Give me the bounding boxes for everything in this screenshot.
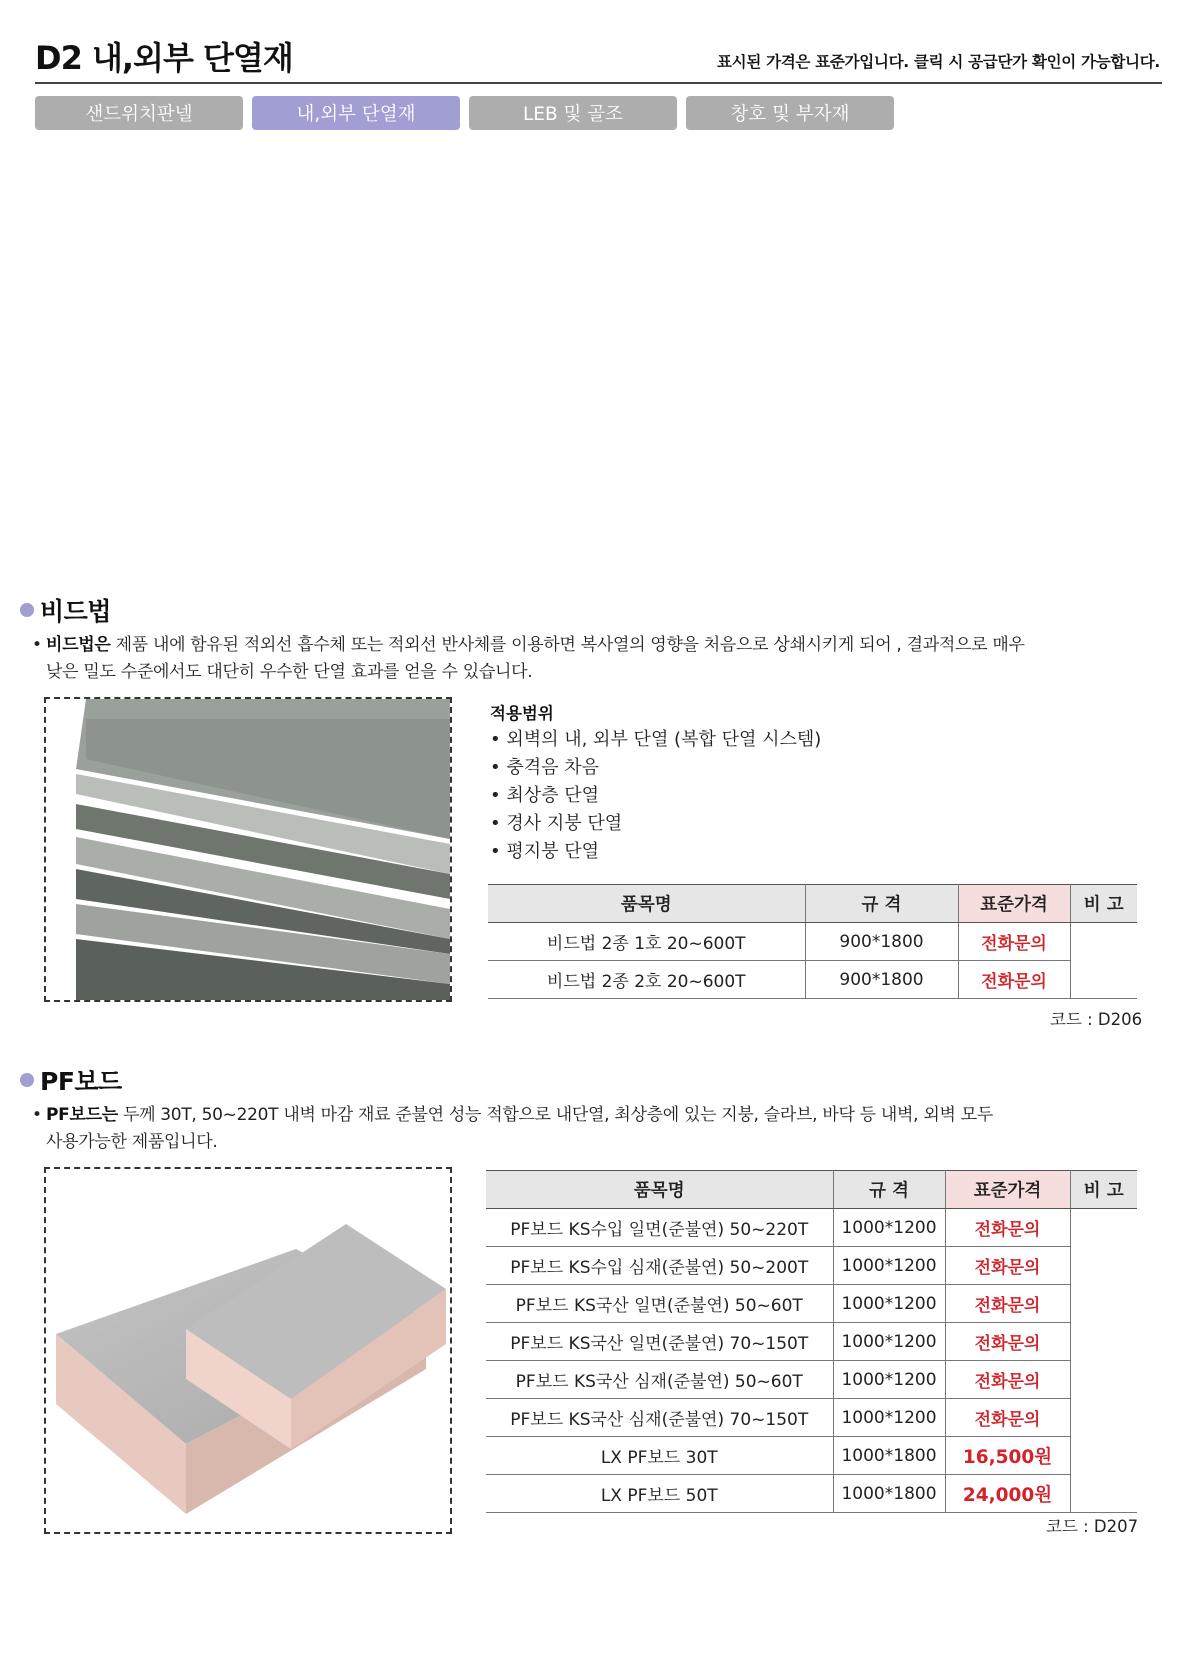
- cell-price[interactable]: 전화문의: [945, 1209, 1070, 1247]
- table-row[interactable]: [488, 923, 1137, 961]
- col-header-note: 비 고: [1070, 885, 1137, 923]
- cell-spec: 900*1800: [805, 923, 958, 961]
- list-item: • 충격음 차음: [490, 754, 821, 782]
- price-table: [486, 1170, 1137, 1513]
- table-row[interactable]: [486, 1361, 1137, 1399]
- cell-note: [1070, 923, 1137, 961]
- cell-name: PF보드 KS국산 일면(준불연) 50~60T: [486, 1285, 833, 1323]
- cell-note: [1070, 1247, 1137, 1285]
- cell-spec: 1000*1200: [833, 1209, 945, 1247]
- list-item: • 평지붕 단열: [490, 838, 821, 866]
- product-image-frame: [44, 1167, 452, 1534]
- cell-note: [1070, 1209, 1137, 1247]
- table-row[interactable]: [486, 1285, 1137, 1323]
- cell-note: [1070, 1399, 1137, 1437]
- page-title: D2 내,외부 단열재: [35, 39, 293, 77]
- section-description: • 비드법은 제품 내에 함유된 적외선 흡수체 또는 적외선 반사체를 이용하면 복사열의 영향을 처음으로 상쇄시키게 되어 , 결과적으로 매우 낮은 밀도 수준에서도 대단히 우수한 단열 효과를 얻을 수 있습니다.: [32, 635, 1025, 682]
- price-table: [488, 884, 1137, 999]
- tab-leb-frame[interactable]: LEB 및 골조: [469, 96, 677, 130]
- price-notice: 표시된 가격은 표준가입니다. 클릭 시 공급단가 확인이 가능합니다.: [716, 53, 1160, 71]
- usage-title: 적용범위: [490, 704, 554, 723]
- col-header-spec: 규 격: [805, 885, 958, 923]
- col-header-price: 표준가격: [945, 1171, 1070, 1209]
- cell-note: [1070, 1361, 1137, 1399]
- product-code: 코드 : D207: [1046, 1517, 1139, 1536]
- col-header-note: 비 고: [1070, 1171, 1137, 1209]
- cell-note: [1070, 1323, 1137, 1361]
- table-row[interactable]: [488, 961, 1137, 999]
- cell-spec: 1000*1200: [833, 1323, 945, 1361]
- cell-price[interactable]: 전화문의: [945, 1399, 1070, 1437]
- cell-name: LX PF보드 50T: [486, 1475, 833, 1513]
- section-title: 비드법: [20, 592, 111, 628]
- cell-spec: 1000*1800: [833, 1475, 945, 1513]
- section-description: • PF보드는 두께 30T, 50~220T 내벽 마감 재료 준불연 성능 적합으로 내단열, 최상층에 있는 지붕, 슬라브, 바닥 등 내벽, 외벽 모두 사용가능한 제품입니다.: [32, 1105, 993, 1152]
- table-row[interactable]: [486, 1209, 1137, 1247]
- cell-spec: 1000*1200: [833, 1361, 945, 1399]
- tab-windows-parts[interactable]: 창호 및 부자재: [686, 96, 894, 130]
- cell-price[interactable]: 전화문의: [945, 1361, 1070, 1399]
- cell-name: PF보드 KS국산 일면(준불연) 70~150T: [486, 1323, 833, 1361]
- list-item: • 최상층 단열: [490, 782, 821, 810]
- col-header-spec: 규 격: [833, 1171, 945, 1209]
- table-row[interactable]: [486, 1437, 1137, 1475]
- tab-insulation[interactable]: 내,외부 단열재: [252, 96, 460, 130]
- table-row[interactable]: [486, 1475, 1137, 1513]
- list-item: • 경사 지붕 단열: [490, 810, 821, 838]
- cell-spec: 1000*1200: [833, 1247, 945, 1285]
- col-header-name: 품목명: [488, 885, 805, 923]
- cell-note: [1070, 1285, 1137, 1323]
- cell-spec: 1000*1200: [833, 1399, 945, 1437]
- col-header-price: 표준가격: [958, 885, 1070, 923]
- tab-sandwich-panel[interactable]: 샌드위치판넬: [35, 96, 243, 130]
- bullet-dot-icon: [20, 1073, 34, 1087]
- cell-name: 비드법 2종 1호 20~600T: [488, 923, 805, 961]
- cell-spec: 900*1800: [805, 961, 958, 999]
- cell-price[interactable]: 16,500원: [945, 1437, 1070, 1475]
- cell-name: PF보드 KS수입 일면(준불연) 50~220T: [486, 1209, 833, 1247]
- table-row[interactable]: [486, 1247, 1137, 1285]
- cell-note: [1070, 1437, 1137, 1475]
- cell-spec: 1000*1800: [833, 1437, 945, 1475]
- cell-price[interactable]: 24,000원: [945, 1475, 1070, 1513]
- cell-name: LX PF보드 30T: [486, 1437, 833, 1475]
- cell-price[interactable]: 전화문의: [958, 923, 1070, 961]
- cell-name: PF보드 KS수입 심재(준불연) 50~200T: [486, 1247, 833, 1285]
- cell-name: PF보드 KS국산 심재(준불연) 50~60T: [486, 1361, 833, 1399]
- cell-price[interactable]: 전화문의: [945, 1323, 1070, 1361]
- col-header-name: 품목명: [486, 1171, 833, 1209]
- cell-price[interactable]: 전화문의: [945, 1285, 1070, 1323]
- pf-board-image: [46, 1169, 450, 1532]
- table-row[interactable]: [486, 1399, 1137, 1437]
- cell-note: [1070, 961, 1137, 999]
- cell-note: [1070, 1475, 1137, 1513]
- usage-list: [490, 726, 821, 866]
- cell-name: 비드법 2종 2호 20~600T: [488, 961, 805, 999]
- table-row[interactable]: [486, 1323, 1137, 1361]
- cell-price[interactable]: 전화문의: [958, 961, 1070, 999]
- cell-price[interactable]: 전화문의: [945, 1247, 1070, 1285]
- cell-spec: 1000*1200: [833, 1285, 945, 1323]
- section-title: PF보드: [20, 1062, 122, 1098]
- product-code: 코드 : D206: [1050, 1010, 1143, 1029]
- bullet-dot-icon: [20, 603, 34, 617]
- eps-board-stack-image: [46, 699, 450, 1000]
- product-image-frame: [44, 697, 452, 1002]
- list-item: • 외벽의 내, 외부 단열 (복합 단열 시스템): [490, 726, 821, 754]
- header-divider: [35, 82, 1162, 84]
- cell-name: PF보드 KS국산 심재(준불연) 70~150T: [486, 1399, 833, 1437]
